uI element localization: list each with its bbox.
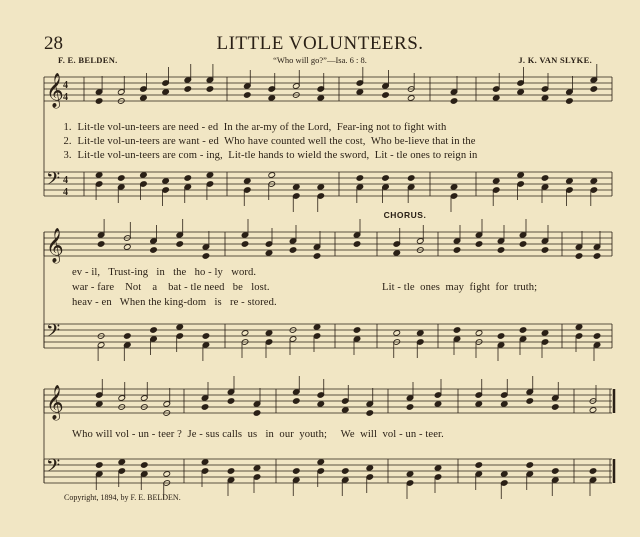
note-head [475,241,483,248]
note-head [589,407,597,414]
note-head [356,89,364,96]
note-head [393,250,401,257]
note-head [575,253,583,260]
chorus-label: CHORUS. [383,210,427,220]
note-head [268,95,276,102]
note-head [475,330,483,337]
note-head [243,178,251,185]
note-head [206,86,214,93]
time-signature: 4 [63,187,68,198]
note-head [450,98,458,105]
note-head [176,241,184,248]
note-head [202,333,210,340]
note-head [202,253,210,260]
bass-clef-icon: 𝄢 [46,456,61,481]
chorus-line-2: Who will vol - un - teer ? Je - sus calls us in our youth; We will vol - un - teer. [72,429,444,440]
note-head [353,241,361,248]
note-head [453,327,461,334]
note-head [317,401,325,408]
note-head [500,471,508,478]
note-head [366,410,374,417]
note-head [313,324,321,331]
note-head [407,175,415,182]
note-head [517,89,525,96]
bass-clef-icon: 𝄢 [46,321,61,346]
note-head [201,459,209,466]
note-head [124,333,132,340]
note-head [162,89,170,96]
note-head [292,398,300,405]
note-head [227,398,235,405]
note-head [541,175,549,182]
note-head [243,92,251,99]
note-head [292,468,300,475]
note-head [317,95,325,102]
note-head [406,471,414,478]
note-head [519,241,527,248]
note-head [292,184,300,191]
treble-clef-icon: 𝄞 [46,228,64,263]
bass-clef-icon: 𝄢 [46,169,61,194]
note-head [551,468,559,475]
note-head [500,401,508,408]
verse-1-line-2: ev - il, Trust-ing in the ho - ly word. [72,267,257,278]
note-head [124,244,132,251]
scripture-reference: “Who will go?”—Isa. 6 : 8. [273,55,367,65]
note-head [450,184,458,191]
note-head [265,330,273,337]
verse-3-line-1 [58,139,477,161]
hymn-title: LITTLE VOLUNTEERS. [216,33,424,54]
note-head [140,462,148,469]
note-head [289,247,297,254]
note-head [97,241,105,248]
note-head [590,86,598,93]
verse-1-text: Lit-tle vol-un-teers are need - ed In the ar-my of the Lord, Fear-ing not to fight with [77,122,447,133]
note-head [541,330,549,337]
treble-clef-icon: 𝄞 [46,73,64,108]
verse-2-text: Lit-tle vol-un-teers are want - ed Who have counted well the cost, Who be-lieve that in the [77,136,476,147]
note-head [475,401,483,408]
verse-3-text: Lit-tle vol-un-teers are com - ing, Lit-tle hands to wield the sword, Lit - tle ones to reign in [77,150,478,161]
chorus-line-1: Lit - tle ones may fight for truth; [382,282,538,293]
arranger-credit: J. K. VAN SLYKE. [518,55,592,65]
note-head [162,178,170,185]
note-head [253,410,261,417]
note-head [517,172,525,179]
verse-3-line-2: heav - en When the king-dom is re - stored. [72,297,277,308]
note-head [117,175,125,182]
note-head [184,86,192,93]
note-head [241,330,249,337]
note-head [341,468,349,475]
note-head [393,330,401,337]
note-head [453,247,461,254]
time-signature: 4 [63,175,68,186]
verse-2-line-2: war - fare Not a bat - tle need be lost. [72,282,270,293]
note-head [575,324,583,331]
note-head [526,398,534,405]
note-head [551,404,559,411]
note-head [407,95,415,102]
note-head [593,333,601,340]
composer-credit: F. E. BELDEN. [58,55,118,65]
note-head [317,184,325,191]
treble-clef-icon: 𝄞 [46,385,64,420]
note-head [95,462,103,469]
note-head [497,247,505,254]
note-head [227,468,235,475]
note-head [317,459,325,466]
note-head [475,462,483,469]
note-head [566,178,574,185]
note-head [590,178,598,185]
note-head [150,247,158,254]
note-head [353,327,361,334]
note-head [253,465,261,472]
copyright-notice: Copyright, 1894, by F. E. BELDEN. [64,493,181,502]
page-number: 28 [44,33,63,54]
note-head [434,465,442,472]
note-head [416,330,424,337]
note-head [176,324,184,331]
note-head [382,92,390,99]
note-head [356,175,364,182]
note-head [313,253,321,260]
note-head [406,404,414,411]
note-head [140,172,148,179]
note-head [118,459,126,466]
note-head [366,465,374,472]
note-head [206,172,214,179]
verse-3-number: 3. [63,150,72,161]
note-head [434,401,442,408]
note-head [265,250,273,257]
note-head [526,462,534,469]
note-head [268,172,276,179]
note-head [95,172,103,179]
note-head [492,95,500,102]
note-head [95,401,103,408]
time-signature: 4 [63,92,68,103]
note-head [519,327,527,334]
note-head [184,175,192,182]
note-head [201,404,209,411]
note-head [541,247,549,254]
note-head [150,327,158,334]
note-head [382,175,390,182]
note-head [497,333,505,340]
note-head [163,471,171,478]
verse-2-number: 2. [63,136,72,147]
time-signature: 4 [63,80,68,91]
note-head [95,98,103,105]
note-head [593,253,601,260]
note-head [140,95,148,102]
note-head [589,468,597,475]
verse-1-number: 1. [63,122,72,133]
note-head [541,95,549,102]
note-head [566,98,574,105]
note-head [492,178,500,185]
note-head [341,407,349,414]
note-head [241,241,249,248]
